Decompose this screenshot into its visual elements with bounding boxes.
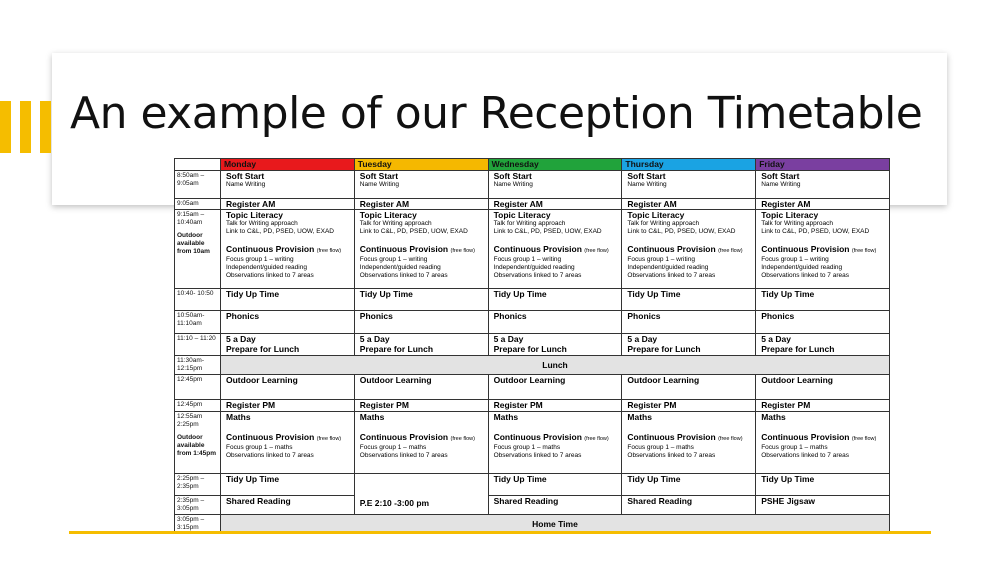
corner-cell <box>175 159 221 171</box>
time-cell: 3:05pm – 3:15pm <box>175 515 221 534</box>
table-row <box>175 210 890 289</box>
table-row <box>175 496 890 515</box>
cell: 5 a Day Prepare for Lunch <box>622 334 756 356</box>
cell: Tidy Up Time <box>756 474 890 496</box>
cell: Register PM <box>756 400 890 412</box>
cell: Soft Start Name Writing <box>354 171 488 199</box>
cell: Shared Reading <box>488 496 622 515</box>
cell: Topic Literacy Talk for Writing approach Link to C&L, PD, PSED, UOW, EXAD Continuous Provision (free flow) Focus group 1 – writing Independent/guided reading Observations linked to 7 areas <box>221 210 355 289</box>
cell: Maths Continuous Provision (free flow) Focus group 1 – maths Observations linked to 7 areas <box>622 412 756 474</box>
cell: Register PM <box>488 400 622 412</box>
cell: Maths Continuous Provision (free flow) Focus group 1 – maths Observations linked to 7 areas <box>756 412 890 474</box>
header-tuesday: Tuesday <box>354 159 488 171</box>
table-row <box>175 289 890 311</box>
cell: Tidy Up Time <box>221 289 355 311</box>
home-time-cell: Home Time <box>221 515 890 534</box>
time-cell: 2:35pm – 3:05pm <box>175 496 221 515</box>
cell: Outdoor Learning <box>622 375 756 400</box>
lunch-cell: Lunch <box>221 356 890 375</box>
header-wednesday: Wednesday <box>488 159 622 171</box>
time-cell: 12:45pm <box>175 375 221 400</box>
cell: Register AM <box>354 199 488 210</box>
cell: 5 a Day Prepare for Lunch <box>221 334 355 356</box>
cell: Soft Start Name Writing <box>221 171 355 199</box>
cell: Topic Literacy Talk for Writing approach Link to C&L, PD, PSED, UOW, EXAD Continuous Provision (free flow) Focus group 1 – writing Independent/guided reading Observations linked to 7 areas <box>756 210 890 289</box>
cell: Register PM <box>622 400 756 412</box>
cell: Topic Literacy Talk for Writing approach Link to C&L, PD, PSED, UOW, EXAD Continuous Provision (free flow) Focus group 1 – writing Independent/guided reading Observations linked to 7 areas <box>354 210 488 289</box>
cell: Register PM <box>221 400 355 412</box>
cell: 5 a Day Prepare for Lunch <box>354 334 488 356</box>
table-row <box>175 412 890 474</box>
page-title: An example of our Reception Timetable <box>70 88 923 139</box>
table-row <box>175 375 890 400</box>
time-cell: 12:45pm <box>175 400 221 412</box>
cell: Tidy Up Time <box>221 474 355 496</box>
cell: Outdoor Learning <box>221 375 355 400</box>
header-monday: Monday <box>221 159 355 171</box>
time-cell: 2:25pm – 2:35pm <box>175 474 221 496</box>
table-row <box>175 311 890 334</box>
footer-rule <box>69 531 931 534</box>
cell: Soft Start Name Writing <box>488 171 622 199</box>
cell: Tidy Up Time <box>622 474 756 496</box>
table-row <box>175 356 890 375</box>
time-cell: 12:55am 2:25pm Outdoor available from 1:45pm <box>175 412 221 474</box>
cell: Soft Start Name Writing <box>622 171 756 199</box>
cell: Soft Start Name Writing <box>756 171 890 199</box>
cell: Tidy Up Time <box>622 289 756 311</box>
cell: Tidy Up Time <box>488 289 622 311</box>
cell: Topic Literacy Talk for Writing approach Link to C&L, PD, PSED, UOW, EXAD Continuous Provision (free flow) Focus group 1 – writing Independent/guided reading Observations linked to 7 areas <box>622 210 756 289</box>
time-cell: 9:15am – 10:40am Outdoor available from 10am <box>175 210 221 289</box>
table-row <box>175 334 890 356</box>
cell: Tidy Up Time <box>756 289 890 311</box>
cell: Phonics <box>488 311 622 334</box>
cell: Outdoor Learning <box>488 375 622 400</box>
cell: Register AM <box>488 199 622 210</box>
cell: Tidy Up Time <box>354 289 488 311</box>
cell: 5 a Day Prepare for Lunch <box>488 334 622 356</box>
cell: Phonics <box>756 311 890 334</box>
cell: 5 a Day Prepare for Lunch <box>756 334 890 356</box>
table-row <box>175 199 890 210</box>
cell: PSHE Jigsaw <box>756 496 890 515</box>
cell: Phonics <box>354 311 488 334</box>
time-cell: 9:05am <box>175 199 221 210</box>
cell: Register AM <box>221 199 355 210</box>
table-row <box>175 171 890 199</box>
cell: Register AM <box>622 199 756 210</box>
cell: Outdoor Learning <box>354 375 488 400</box>
cell: Phonics <box>221 311 355 334</box>
cell: Outdoor Learning <box>756 375 890 400</box>
cell: Maths Continuous Provision (free flow) Focus group 1 – maths Observations linked to 7 areas <box>354 412 488 474</box>
table-row <box>175 474 890 496</box>
cell: Tidy Up Time <box>488 474 622 496</box>
timetable <box>174 158 890 529</box>
cell: Phonics <box>622 311 756 334</box>
accent-bar-2 <box>20 101 31 153</box>
accent-bar-3 <box>40 101 51 153</box>
cell: Topic Literacy Talk for Writing approach Link to C&L, PD, PSED, UOW, EXAD Continuous Provision (free flow) Focus group 1 – writing Independent/guided reading Observations linked to 7 areas <box>488 210 622 289</box>
cell: Maths Continuous Provision (free flow) Focus group 1 – maths Observations linked to 7 areas <box>488 412 622 474</box>
cell: Register AM <box>756 199 890 210</box>
time-cell: 8:50am – 9:05am <box>175 171 221 199</box>
table-row <box>175 400 890 412</box>
accent-bar-1 <box>0 101 11 153</box>
cell: Shared Reading <box>221 496 355 515</box>
header-thursday: Thursday <box>622 159 756 171</box>
cell: Shared Reading <box>622 496 756 515</box>
cell: Register PM <box>354 400 488 412</box>
time-cell: 10:40- 10:50 <box>175 289 221 311</box>
cell: Maths Continuous Provision (free flow) Focus group 1 – maths Observations linked to 7 areas <box>221 412 355 474</box>
header-friday: Friday <box>756 159 890 171</box>
time-cell: 11:10 – 11:20 <box>175 334 221 356</box>
time-cell: 11:30am- 12:15pm <box>175 356 221 375</box>
time-cell: 10:50am- 11:10am <box>175 311 221 334</box>
pe-cell: P.E 2:10 -3:00 pm <box>354 474 488 515</box>
